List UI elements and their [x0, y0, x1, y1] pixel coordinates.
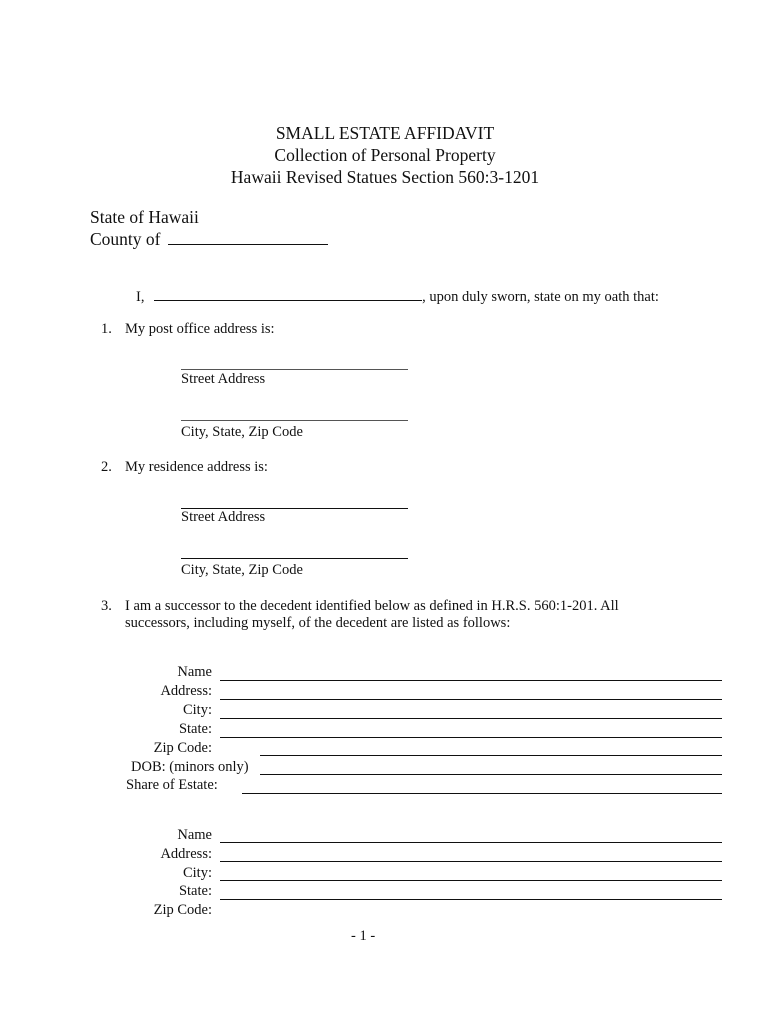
po-city-label: City, State, Zip Code — [181, 424, 303, 440]
item2-text: My residence address is: — [125, 459, 268, 475]
s2-city-line[interactable] — [220, 880, 722, 881]
item1-text: My post office address is: — [125, 321, 275, 337]
s1-name-label: Name — [177, 664, 212, 680]
affiant-name-blank[interactable] — [154, 286, 422, 301]
s1-city-label: City: — [182, 702, 212, 718]
res-street-label: Street Address — [181, 509, 266, 525]
po-street-label: Street Address — [181, 371, 266, 387]
document-title: SMALL ESTATE AFFIDAVIT — [275, 123, 495, 143]
res-city-label: City, State, Zip Code — [181, 562, 303, 578]
s1-dob-line[interactable] — [260, 774, 722, 775]
s2-address-line[interactable] — [220, 861, 722, 862]
item3-line2: successors, including myself, of the decedent are listed as follows: — [125, 615, 511, 631]
s1-city-line[interactable] — [220, 718, 722, 719]
po-city-line[interactable] — [181, 420, 408, 421]
s2-name-line[interactable] — [220, 842, 722, 843]
venue-state: State of Hawaii — [90, 207, 199, 227]
venue-county — [90, 229, 328, 250]
oath-prefix: I, — [136, 289, 145, 305]
s1-zip-line[interactable] — [260, 755, 722, 756]
s1-address-label: Address: — [160, 683, 212, 699]
s1-share-label: Share of Estate: — [126, 777, 218, 793]
s1-state-line[interactable] — [220, 737, 722, 738]
s1-name-line[interactable] — [220, 680, 722, 681]
s1-state-label: State: — [178, 721, 212, 737]
po-street-line[interactable] — [181, 369, 408, 370]
oath-line — [136, 286, 659, 306]
s2-state-label: State: — [178, 883, 212, 899]
s2-state-line[interactable] — [220, 899, 722, 900]
s1-share-line[interactable] — [242, 793, 722, 794]
oath-suffix: , upon duly sworn, state on my oath that: — [422, 289, 659, 305]
s1-zip-label: Zip Code: — [153, 740, 212, 756]
page-number: - 1 - — [351, 928, 376, 944]
county-label: County of — [90, 229, 161, 249]
item1-number: 1. — [101, 321, 112, 337]
s2-zip-label: Zip Code: — [153, 902, 212, 918]
document-subtitle: Collection of Personal Property — [274, 145, 496, 165]
item3-line1: I am a successor to the decedent identified below as defined in H.R.S. 560:1-201. All — [125, 598, 619, 614]
res-city-line[interactable] — [181, 558, 408, 559]
s2-address-label: Address: — [160, 846, 212, 862]
s1-dob-label: DOB: (minors only) — [131, 759, 249, 775]
s1-address-line[interactable] — [220, 699, 722, 700]
s2-name-label: Name — [177, 827, 212, 843]
item2-number: 2. — [101, 459, 112, 475]
s2-city-label: City: — [182, 865, 212, 881]
county-blank[interactable] — [168, 230, 328, 245]
statute-reference: Hawaii Revised Statues Section 560:3-1201 — [230, 167, 540, 187]
item3-number: 3. — [101, 598, 112, 614]
